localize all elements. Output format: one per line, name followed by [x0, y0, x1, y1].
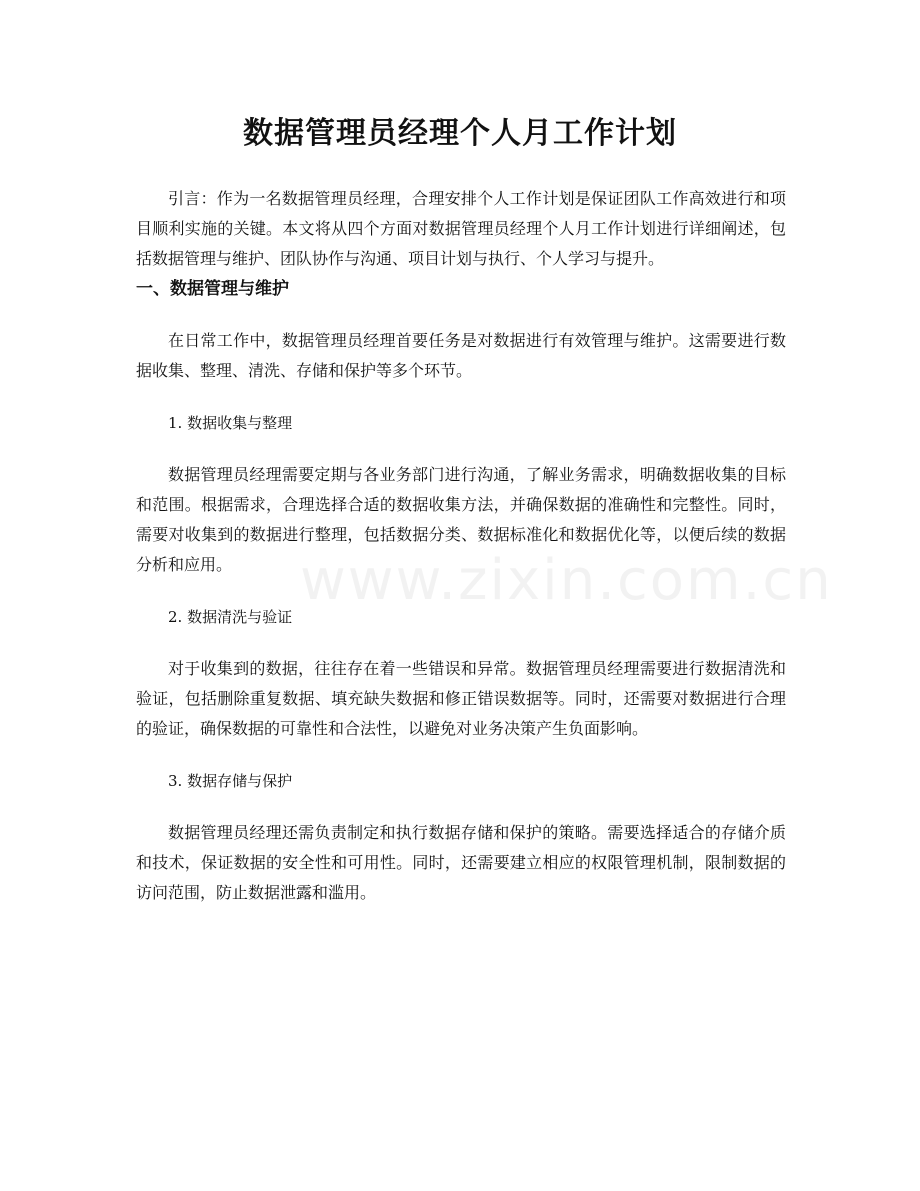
subsection-heading-2: 2. 数据清洗与验证 — [168, 608, 293, 626]
subsection-heading-3: 3. 数据存储与保护 — [168, 772, 293, 790]
subsection-paragraph-2: 对于收集到的数据，往往存在着一些错误和异常。数据管理员经理需要进行数据清洗和验证，包括删除重复数据、填充缺失数据和修正错误数据等。同时，还需要对数据进行合理的验证，确保数据的可靠性和合法性，以避免对业务决策产生负面影响。 — [136, 659, 786, 738]
document-title: 数据管理员经理个人月工作计划 — [243, 116, 677, 151]
section-heading: 一、数据管理与维护 — [136, 279, 289, 299]
subsection-heading-1: 1. 数据收集与整理 — [168, 414, 293, 432]
document-body — [136, 184, 833, 908]
subsection-paragraph-3: 数据管理员经理还需负责制定和执行数据存储和保护的策略。需要选择适合的存储介质和技术，保证数据的安全性和可用性。同时，还需要建立相应的权限管理机制，限制数据的访问范围，防止数据泄露和滥用。 — [136, 823, 786, 902]
watermark: www.zixin.com.cn — [300, 548, 833, 613]
subsection-paragraph-1: 数据管理员经理需要定期与各业务部门进行沟通，了解业务需求，明确数据收集的目标和范围。根据需求，合理选择合适的数据收集方法，并确保数据的准确性和完整性。同时，需要对收集到的数据进行整理，包括数据分类、数据标准化和数据优化等，以便后续的数据分析和应用。 — [136, 465, 786, 574]
intro-paragraph: 引言：作为一名数据管理员经理，合理安排个人工作计划是保证团队工作高效进行和项目顺利实施的关键。本文将从四个方面对数据管理员经理个人月工作计划进行详细阐述，包括数据管理与维护、团队协作与沟通、项目计划与执行、个人学习与提升。 — [136, 189, 786, 268]
section-intro-paragraph: 在日常工作中，数据管理员经理首要任务是对数据进行有效管理与维护。这需要进行数据收集、整理、清洗、存储和保护等多个环节。 — [136, 331, 786, 380]
